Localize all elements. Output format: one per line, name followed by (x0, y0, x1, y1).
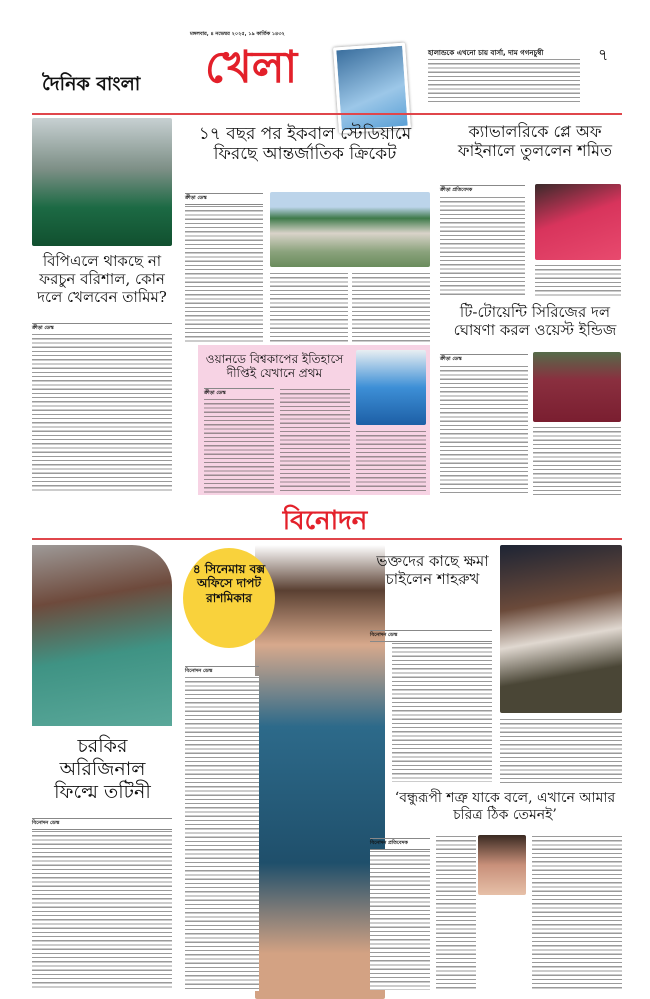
tamim-body (32, 333, 172, 493)
date-line: মঙ্গলবার, ৪ নভেম্বর ২০২৫, ১৯ কার্তিক ১৪৩২ (190, 31, 285, 37)
westindies-caption (533, 426, 621, 495)
page-number: ৭ (598, 45, 609, 64)
shamit-byline: ক্রীড়া প্রতিবেদক (440, 185, 525, 197)
side-story-body (428, 58, 580, 104)
quote-headline: ‘বন্ধুরূপী শত্রু যাকে বলে, এখানে আমার চরিত্র ঠিক তেমনই’ (394, 790, 616, 823)
shahrukh-headline: ভক্তদের কাছে ক্ষমা চাইলেন শাহরুখ (376, 552, 489, 588)
quote-body-col2 (436, 835, 476, 990)
section-logo-khela: খেলা (205, 42, 298, 93)
quote-body-col3 (532, 835, 622, 990)
shamit-caption (535, 264, 621, 296)
totini-headline: চরকির অরিজিনাল ফিল্মে তটিনী (54, 735, 151, 803)
deepti-byline: ক্রীড়া ডেস্ক (204, 388, 274, 400)
shahrukh-body-right (500, 718, 622, 786)
shamit-body (440, 196, 525, 296)
westindies-photo (533, 352, 621, 422)
deepti-photo (356, 350, 426, 425)
deepti-body-col1 (204, 398, 274, 493)
rashmika-body (185, 676, 259, 991)
iqbal-body-col1 (185, 205, 263, 343)
rashmika-photo (255, 545, 385, 999)
brand-name: দৈনিক বাংলা (42, 73, 141, 95)
shahrukh-byline: বিনোদন ডেস্ক (370, 630, 492, 642)
westindies-headline: টি-টোয়েন্টি সিরিজের দল ঘোষণা করল ওয়েস্ট ইন্ডিজ (453, 303, 617, 339)
iqbal-body-col3 (352, 272, 430, 343)
rashmika-byline: বিনোদন ডেস্ক (185, 666, 259, 678)
quote-byline: বিনোদন প্রতিবেদক (370, 838, 430, 850)
shahrukh-body (392, 642, 492, 782)
shamit-headline: ক্যাভালরিকে প্লে অফ ফাইনালে তুললেন শমিত (457, 122, 613, 161)
deepti-body-col2 (280, 388, 350, 493)
tamim-byline: ক্রীড়া ডেস্ক (32, 323, 172, 335)
shahrukh-photo (500, 545, 622, 713)
haaland-photo (333, 43, 411, 134)
shamit-photo (535, 184, 621, 260)
header-rule (32, 113, 622, 115)
tamim-headline: বিপিএলে থাকছে না ফরচুন বরিশাল, কোন দলে খেলবেন তামিম? (37, 252, 167, 306)
westindies-byline: ক্রীড়া ডেস্ক (440, 354, 528, 366)
section-logo-binodon: বিনোদন (282, 506, 368, 536)
totini-byline: বিনোদন ডেস্ক (32, 818, 172, 830)
deepti-headline: ওয়ানডে বিশ্বকাপের ইতিহাসে দীপ্তিই যেখানে প্রথম (205, 352, 344, 381)
stadium-photo (270, 192, 430, 267)
quote-body-col1 (370, 850, 430, 990)
totini-body (32, 830, 172, 990)
entertainment-rule (32, 538, 622, 540)
actress-photo (478, 835, 526, 895)
westindies-body (440, 365, 528, 495)
iqbal-body-col2 (270, 272, 348, 343)
rashmika-headline: ৪ সিনেমায় বক্স অফিসে দাপট রাশমিকার (192, 562, 266, 605)
iqbal-byline: ক্রীড়া ডেস্ক (185, 193, 263, 205)
iqbal-headline: ১৭ বছর পর ইকবাল স্টেডিয়ামে ফিরছে আন্তর্জাতিক ক্রিকেট (198, 124, 412, 165)
deepti-body-col3 (356, 430, 426, 493)
side-story-title: হালান্ডকে এখনো চায় বার্সা, দাম গগনচুম্বী (428, 49, 544, 57)
totini-photo (32, 545, 172, 726)
tamim-photo (32, 118, 172, 246)
